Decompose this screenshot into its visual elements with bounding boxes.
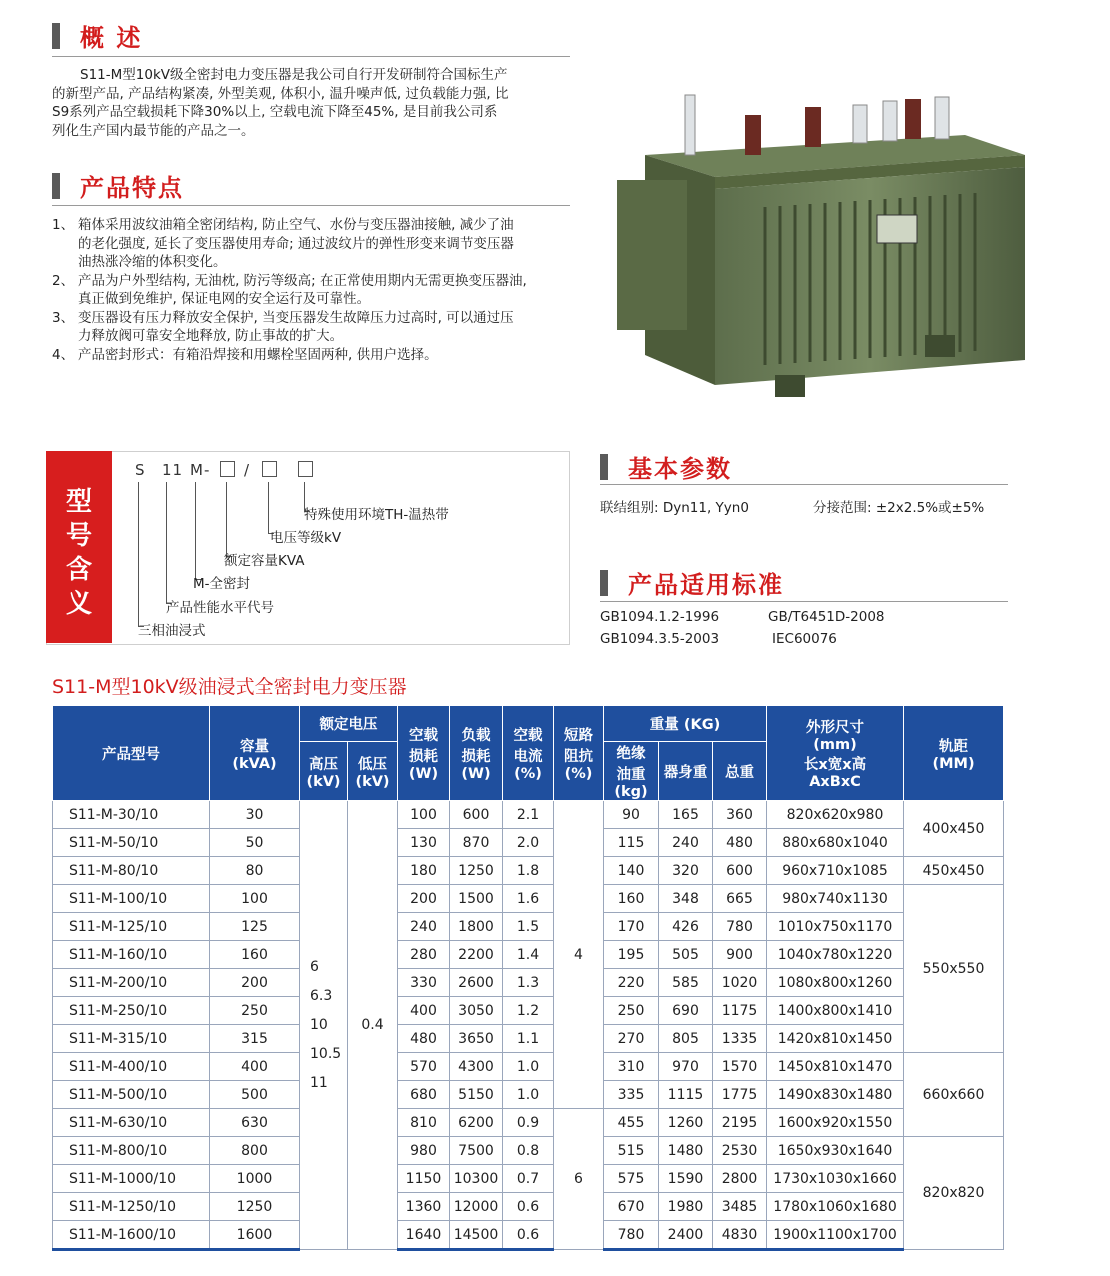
header-model: 产品型号 [53, 706, 210, 801]
header-noload-current: 空载 电流 (%) [503, 706, 554, 801]
heading-bar [52, 23, 60, 49]
cell-model: S11-M-1250/10 [53, 1193, 210, 1221]
cell-oil: 195 [604, 941, 659, 969]
cell-dimensions: 1730x1030x1660 [767, 1165, 904, 1193]
cell-dimensions: 1080x800x1260 [767, 969, 904, 997]
cell-total: 4830 [713, 1221, 767, 1250]
cell-model: S11-M-125/10 [53, 913, 210, 941]
cell-load-loss: 6200 [450, 1109, 503, 1137]
cell-total: 2530 [713, 1137, 767, 1165]
feature-line: 箱体采用波纹油箱全密闭结构, 防止空气、水份与变压器油接触, 减少了油 [78, 217, 514, 233]
cell-model: S11-M-160/10 [53, 941, 210, 969]
feature-line: 产品密封形式：有箱沿焊接和用螺栓坚固两种, 供用户选择。 [78, 346, 438, 363]
label-type: 三相油浸式 [138, 623, 206, 639]
feature-line: 变压器设有压力释放安全保护, 当变压器发生故障压力过高时, 可以通过压 [78, 309, 514, 326]
cell-gauge: 660x660 [904, 1053, 1004, 1137]
cell-oil: 515 [604, 1137, 659, 1165]
cell-gauge: 450x450 [904, 857, 1004, 885]
cell-model: S11-M-630/10 [53, 1109, 210, 1137]
title-char: 义 [65, 589, 92, 619]
divider [600, 484, 1008, 485]
cell-body: 1115 [659, 1081, 713, 1109]
cell-body: 505 [659, 941, 713, 969]
cell-body: 426 [659, 913, 713, 941]
cell-capacity: 160 [210, 941, 300, 969]
features-list [52, 216, 572, 364]
table-row [53, 1109, 1004, 1137]
cell-noload-loss: 130 [398, 829, 450, 857]
cell-capacity: 315 [210, 1025, 300, 1053]
cell-oil: 220 [604, 969, 659, 997]
cell-capacity: 80 [210, 857, 300, 885]
cell-capacity: 1250 [210, 1193, 300, 1221]
overview-line: S9系列产品空载损耗下降30%以上, 空载电流下降至45%, 是目前我公司系 [52, 104, 498, 120]
header-load-loss: 负载 损耗 (W) [450, 706, 503, 801]
cell-gauge: 400x450 [904, 801, 1004, 857]
cell-total: 1175 [713, 997, 767, 1025]
standard-item: GB/T6451D-2008 [768, 609, 885, 625]
bracket-line [166, 482, 167, 604]
cell-noload-current: 1.6 [503, 885, 554, 913]
cell-dimensions: 1400x800x1410 [767, 997, 904, 1025]
cell-noload-loss: 330 [398, 969, 450, 997]
cell-dimensions: 1900x1100x1700 [767, 1221, 904, 1250]
cell-model: S11-M-400/10 [53, 1053, 210, 1081]
cell-noload-loss: 400 [398, 997, 450, 1025]
cell-dimensions: 1040x780x1220 [767, 941, 904, 969]
cell-noload-loss: 1360 [398, 1193, 450, 1221]
cell-total: 1570 [713, 1053, 767, 1081]
cell-noload-loss: 240 [398, 913, 450, 941]
cell-oil: 310 [604, 1053, 659, 1081]
cell-oil: 115 [604, 829, 659, 857]
cell-body: 1590 [659, 1165, 713, 1193]
divider [52, 205, 570, 206]
transformer-image [605, 85, 1045, 405]
cell-load-loss: 5150 [450, 1081, 503, 1109]
cell-noload-loss: 810 [398, 1109, 450, 1137]
cell-body: 690 [659, 997, 713, 1025]
standards-heading [600, 565, 784, 600]
cell-noload-loss: 1150 [398, 1165, 450, 1193]
cell-load-loss: 14500 [450, 1221, 503, 1250]
header-hv: 高压 (kV) [300, 742, 348, 801]
standard-item: IEC60076 [772, 631, 837, 647]
cell-noload-current: 2.1 [503, 801, 554, 829]
cell-dimensions: 1600x920x1550 [767, 1109, 904, 1137]
table-row [53, 801, 1004, 829]
table-row [53, 1025, 1004, 1053]
cell-noload-current: 1.1 [503, 1025, 554, 1053]
cell-noload-current: 1.8 [503, 857, 554, 885]
label-sealed: M-全密封 [193, 576, 251, 592]
bracket-line [226, 482, 227, 557]
hv-value: 10 [310, 1016, 328, 1033]
cell-capacity: 500 [210, 1081, 300, 1109]
header-gauge: 轨距 (MM) [904, 706, 1004, 801]
cell-noload-loss: 1640 [398, 1221, 450, 1250]
cell-load-loss: 12000 [450, 1193, 503, 1221]
cell-noload-current: 1.0 [503, 1081, 554, 1109]
table-row [53, 829, 1004, 857]
cell-model: S11-M-500/10 [53, 1081, 210, 1109]
cell-model: S11-M-200/10 [53, 969, 210, 997]
model-meaning-title [46, 451, 112, 643]
cell-dimensions: 820x620x980 [767, 801, 904, 829]
cell-total: 2195 [713, 1109, 767, 1137]
table-row [53, 857, 1004, 885]
cell-oil: 780 [604, 1221, 659, 1250]
model-meaning-box [46, 451, 570, 645]
cell-total: 1775 [713, 1081, 767, 1109]
title-char: 号 [65, 521, 92, 551]
feature-item [52, 309, 572, 346]
label-env: 特殊使用环境TH-温热带 [304, 507, 449, 523]
cell-oil: 270 [604, 1025, 659, 1053]
heading-bar [600, 570, 608, 596]
header-oil: 绝缘 油重 (kg) [604, 742, 659, 801]
cell-capacity: 800 [210, 1137, 300, 1165]
cell-load-loss: 4300 [450, 1053, 503, 1081]
code-slash: / [244, 461, 251, 479]
cell-body: 970 [659, 1053, 713, 1081]
table-row [53, 997, 1004, 1025]
label-perf: 产品性能水平代号 [166, 600, 274, 616]
cell-dimensions: 1490x830x1480 [767, 1081, 904, 1109]
feature-line: 的老化强度, 延长了变压器使用寿命; 通过波纹片的弹性形变来调节变压器 [78, 235, 514, 252]
cell-noload-current: 1.4 [503, 941, 554, 969]
overview-title: 概 述 [80, 24, 143, 52]
divider [52, 56, 570, 57]
cell-dimensions: 1650x930x1640 [767, 1137, 904, 1165]
cell-capacity: 250 [210, 997, 300, 1025]
cell-noload-current: 0.6 [503, 1221, 554, 1250]
cell-noload-current: 0.9 [503, 1109, 554, 1137]
cell-body: 585 [659, 969, 713, 997]
cell-capacity: 200 [210, 969, 300, 997]
cell-oil: 170 [604, 913, 659, 941]
cell-load-loss: 3050 [450, 997, 503, 1025]
cell-impedance: 6 [554, 1109, 604, 1250]
hv-value: 11 [310, 1074, 328, 1091]
feature-number: 3、 [52, 309, 75, 326]
cell-load-loss: 1500 [450, 885, 503, 913]
cell-capacity: 630 [210, 1109, 300, 1137]
cell-noload-current: 1.2 [503, 997, 554, 1025]
cell-load-loss: 600 [450, 801, 503, 829]
cell-oil: 160 [604, 885, 659, 913]
header-dimensions: 外形尺寸 (mm) 长x宽x高 AxBxC [767, 706, 904, 801]
cell-total: 360 [713, 801, 767, 829]
overview-line: 的新型产品, 产品结构紧凑, 外型美观, 体积小, 温升噪声低, 过负载能力强, 比 [52, 85, 509, 102]
cell-model: S11-M-1000/10 [53, 1165, 210, 1193]
cell-capacity: 1000 [210, 1165, 300, 1193]
title-char: 含 [65, 555, 92, 585]
cell-noload-loss: 100 [398, 801, 450, 829]
cell-model: S11-M-1600/10 [53, 1221, 210, 1250]
cell-model: S11-M-80/10 [53, 857, 210, 885]
cell-noload-current: 0.8 [503, 1137, 554, 1165]
cell-capacity: 50 [210, 829, 300, 857]
connection-group: 联结组别: Dyn11, Yyn0 [600, 500, 749, 516]
cell-noload-current: 1.5 [503, 913, 554, 941]
cell-capacity: 30 [210, 801, 300, 829]
table-row [53, 941, 1004, 969]
bracket-line [195, 482, 196, 580]
hv-value: 10.5 [310, 1045, 342, 1062]
cell-total: 600 [713, 857, 767, 885]
table-row [53, 969, 1004, 997]
hv-value: 6.3 [310, 987, 333, 1004]
header-rated-voltage: 额定电压 [300, 706, 398, 742]
cell-dimensions: 1420x810x1450 [767, 1025, 904, 1053]
cell-total: 3485 [713, 1193, 767, 1221]
cell-gauge: 820x820 [904, 1137, 1004, 1250]
feature-item [52, 216, 572, 272]
heading-bar [52, 173, 60, 199]
label-capacity: 额定容量KVA [224, 553, 305, 569]
label-voltage: 电压等级kV [270, 530, 342, 546]
cell-dimensions: 960x710x1085 [767, 857, 904, 885]
header-lv: 低压 (kV) [348, 742, 398, 801]
cell-body: 1480 [659, 1137, 713, 1165]
cell-load-loss: 2200 [450, 941, 503, 969]
divider [600, 601, 1008, 602]
header-weight: 重量 (KG) [604, 706, 767, 742]
cell-body: 1260 [659, 1109, 713, 1137]
feature-line: 力释放阀可靠安全地释放, 防止事故的扩大。 [78, 328, 344, 344]
standard-item: GB1094.1.2-1996 [600, 609, 720, 625]
cell-noload-loss: 570 [398, 1053, 450, 1081]
header-body: 器身重 [659, 742, 713, 801]
cell-oil: 140 [604, 857, 659, 885]
cell-model: S11-M-250/10 [53, 997, 210, 1025]
cell-lv: 0.4 [348, 801, 398, 1250]
cell-dimensions: 1010x750x1170 [767, 913, 904, 941]
cell-load-loss: 3650 [450, 1025, 503, 1053]
cell-oil: 250 [604, 997, 659, 1025]
cell-dimensions: 1780x1060x1680 [767, 1193, 904, 1221]
table-row [53, 1165, 1004, 1193]
cell-load-loss: 2600 [450, 969, 503, 997]
cell-model: S11-M-50/10 [53, 829, 210, 857]
heading-bar [600, 454, 608, 480]
cell-load-loss: 1250 [450, 857, 503, 885]
cell-total: 900 [713, 941, 767, 969]
cell-noload-current: 1.0 [503, 1053, 554, 1081]
cell-body: 1980 [659, 1193, 713, 1221]
spec-table [52, 705, 1004, 1251]
header-noload-loss: 空载 损耗 (W) [398, 706, 450, 801]
header-total: 总重 [713, 742, 767, 801]
params-title: 基本参数 [628, 455, 732, 483]
table-row [53, 1053, 1004, 1081]
header-capacity: 容量 (kVA) [210, 706, 300, 801]
cell-model: S11-M-800/10 [53, 1137, 210, 1165]
feature-line: 油热涨冷缩的体积变化。 [78, 254, 227, 270]
bracket-line [138, 482, 139, 627]
cell-dimensions: 980x740x1130 [767, 885, 904, 913]
bracket-line [268, 482, 269, 534]
title-char: 型 [65, 487, 92, 517]
feature-line: 真正做到免维护, 保证电网的安全运行及可靠性。 [78, 291, 371, 307]
cell-capacity: 1600 [210, 1221, 300, 1250]
overview-line: 列化生产国内最节能的产品之一。 [52, 122, 255, 139]
cell-load-loss: 7500 [450, 1137, 503, 1165]
cell-body: 320 [659, 857, 713, 885]
cell-impedance: 4 [554, 801, 604, 1109]
cell-oil: 575 [604, 1165, 659, 1193]
cell-dimensions: 880x680x1040 [767, 829, 904, 857]
cell-body: 348 [659, 885, 713, 913]
feature-line: 产品为户外型结构, 无油枕, 防污等级高; 在正常使用期内无需更换变压器油, [78, 272, 527, 289]
cell-total: 665 [713, 885, 767, 913]
code-s: S [135, 461, 146, 479]
cell-model: S11-M-30/10 [53, 801, 210, 829]
cell-noload-current: 0.7 [503, 1165, 554, 1193]
feature-number: 1、 [52, 217, 75, 233]
cell-load-loss: 1800 [450, 913, 503, 941]
cell-capacity: 125 [210, 913, 300, 941]
overview-heading [52, 18, 142, 53]
cell-load-loss: 10300 [450, 1165, 503, 1193]
cell-gauge: 550x550 [904, 885, 1004, 1053]
cell-noload-current: 2.0 [503, 829, 554, 857]
table-row [53, 1221, 1004, 1250]
params-heading [600, 449, 732, 484]
features-title: 产品特点 [80, 174, 184, 202]
cell-body: 165 [659, 801, 713, 829]
cell-noload-loss: 480 [398, 1025, 450, 1053]
cell-total: 1335 [713, 1025, 767, 1053]
cell-total: 2800 [713, 1165, 767, 1193]
code-m: M- [190, 461, 211, 479]
cell-total: 1020 [713, 969, 767, 997]
header-impedance: 短路 阻抗 (%) [554, 706, 604, 801]
table-row [53, 885, 1004, 913]
feature-item [52, 346, 572, 365]
cell-body: 240 [659, 829, 713, 857]
cell-noload-loss: 680 [398, 1081, 450, 1109]
cell-oil: 335 [604, 1081, 659, 1109]
cell-oil: 90 [604, 801, 659, 829]
code-box-env [298, 461, 313, 477]
cell-model: S11-M-315/10 [53, 1025, 210, 1053]
standards-title: 产品适用标准 [628, 571, 784, 599]
code-box-capacity [220, 461, 235, 477]
tap-range: 分接范围: ±2x2.5%或±5% [813, 500, 985, 516]
cell-noload-current: 0.6 [503, 1193, 554, 1221]
cell-body: 805 [659, 1025, 713, 1053]
code-box-voltage [262, 461, 277, 477]
features-heading [52, 168, 184, 203]
cell-total: 780 [713, 913, 767, 941]
cell-model: S11-M-100/10 [53, 885, 210, 913]
overview-text [52, 66, 572, 140]
standard-item: GB1094.3.5-2003 [600, 631, 720, 647]
cell-noload-loss: 980 [398, 1137, 450, 1165]
hv-value: 6 [310, 958, 319, 975]
cell-noload-loss: 180 [398, 857, 450, 885]
feature-item [52, 272, 572, 309]
cell-noload-loss: 200 [398, 885, 450, 913]
table-row [53, 913, 1004, 941]
cell-oil: 670 [604, 1193, 659, 1221]
cell-noload-current: 1.3 [503, 969, 554, 997]
table-title: S11-M型10kV级油浸式全密封电力变压器 [52, 676, 407, 698]
table-row [53, 1193, 1004, 1221]
feature-number: 2、 [52, 272, 75, 289]
cell-dimensions: 1450x810x1470 [767, 1053, 904, 1081]
cell-hv [300, 801, 348, 1250]
overview-line: S11-M型10kV级全密封电力变压器是我公司自行开发研制符合国标生产 [80, 67, 508, 83]
cell-capacity: 400 [210, 1053, 300, 1081]
table-row [53, 1137, 1004, 1165]
code-11: 11 [162, 461, 184, 479]
cell-oil: 455 [604, 1109, 659, 1137]
feature-number: 4、 [52, 346, 75, 363]
table-row [53, 1081, 1004, 1109]
cell-total: 480 [713, 829, 767, 857]
cell-capacity: 100 [210, 885, 300, 913]
cell-body: 2400 [659, 1221, 713, 1250]
cell-load-loss: 870 [450, 829, 503, 857]
cell-noload-loss: 280 [398, 941, 450, 969]
